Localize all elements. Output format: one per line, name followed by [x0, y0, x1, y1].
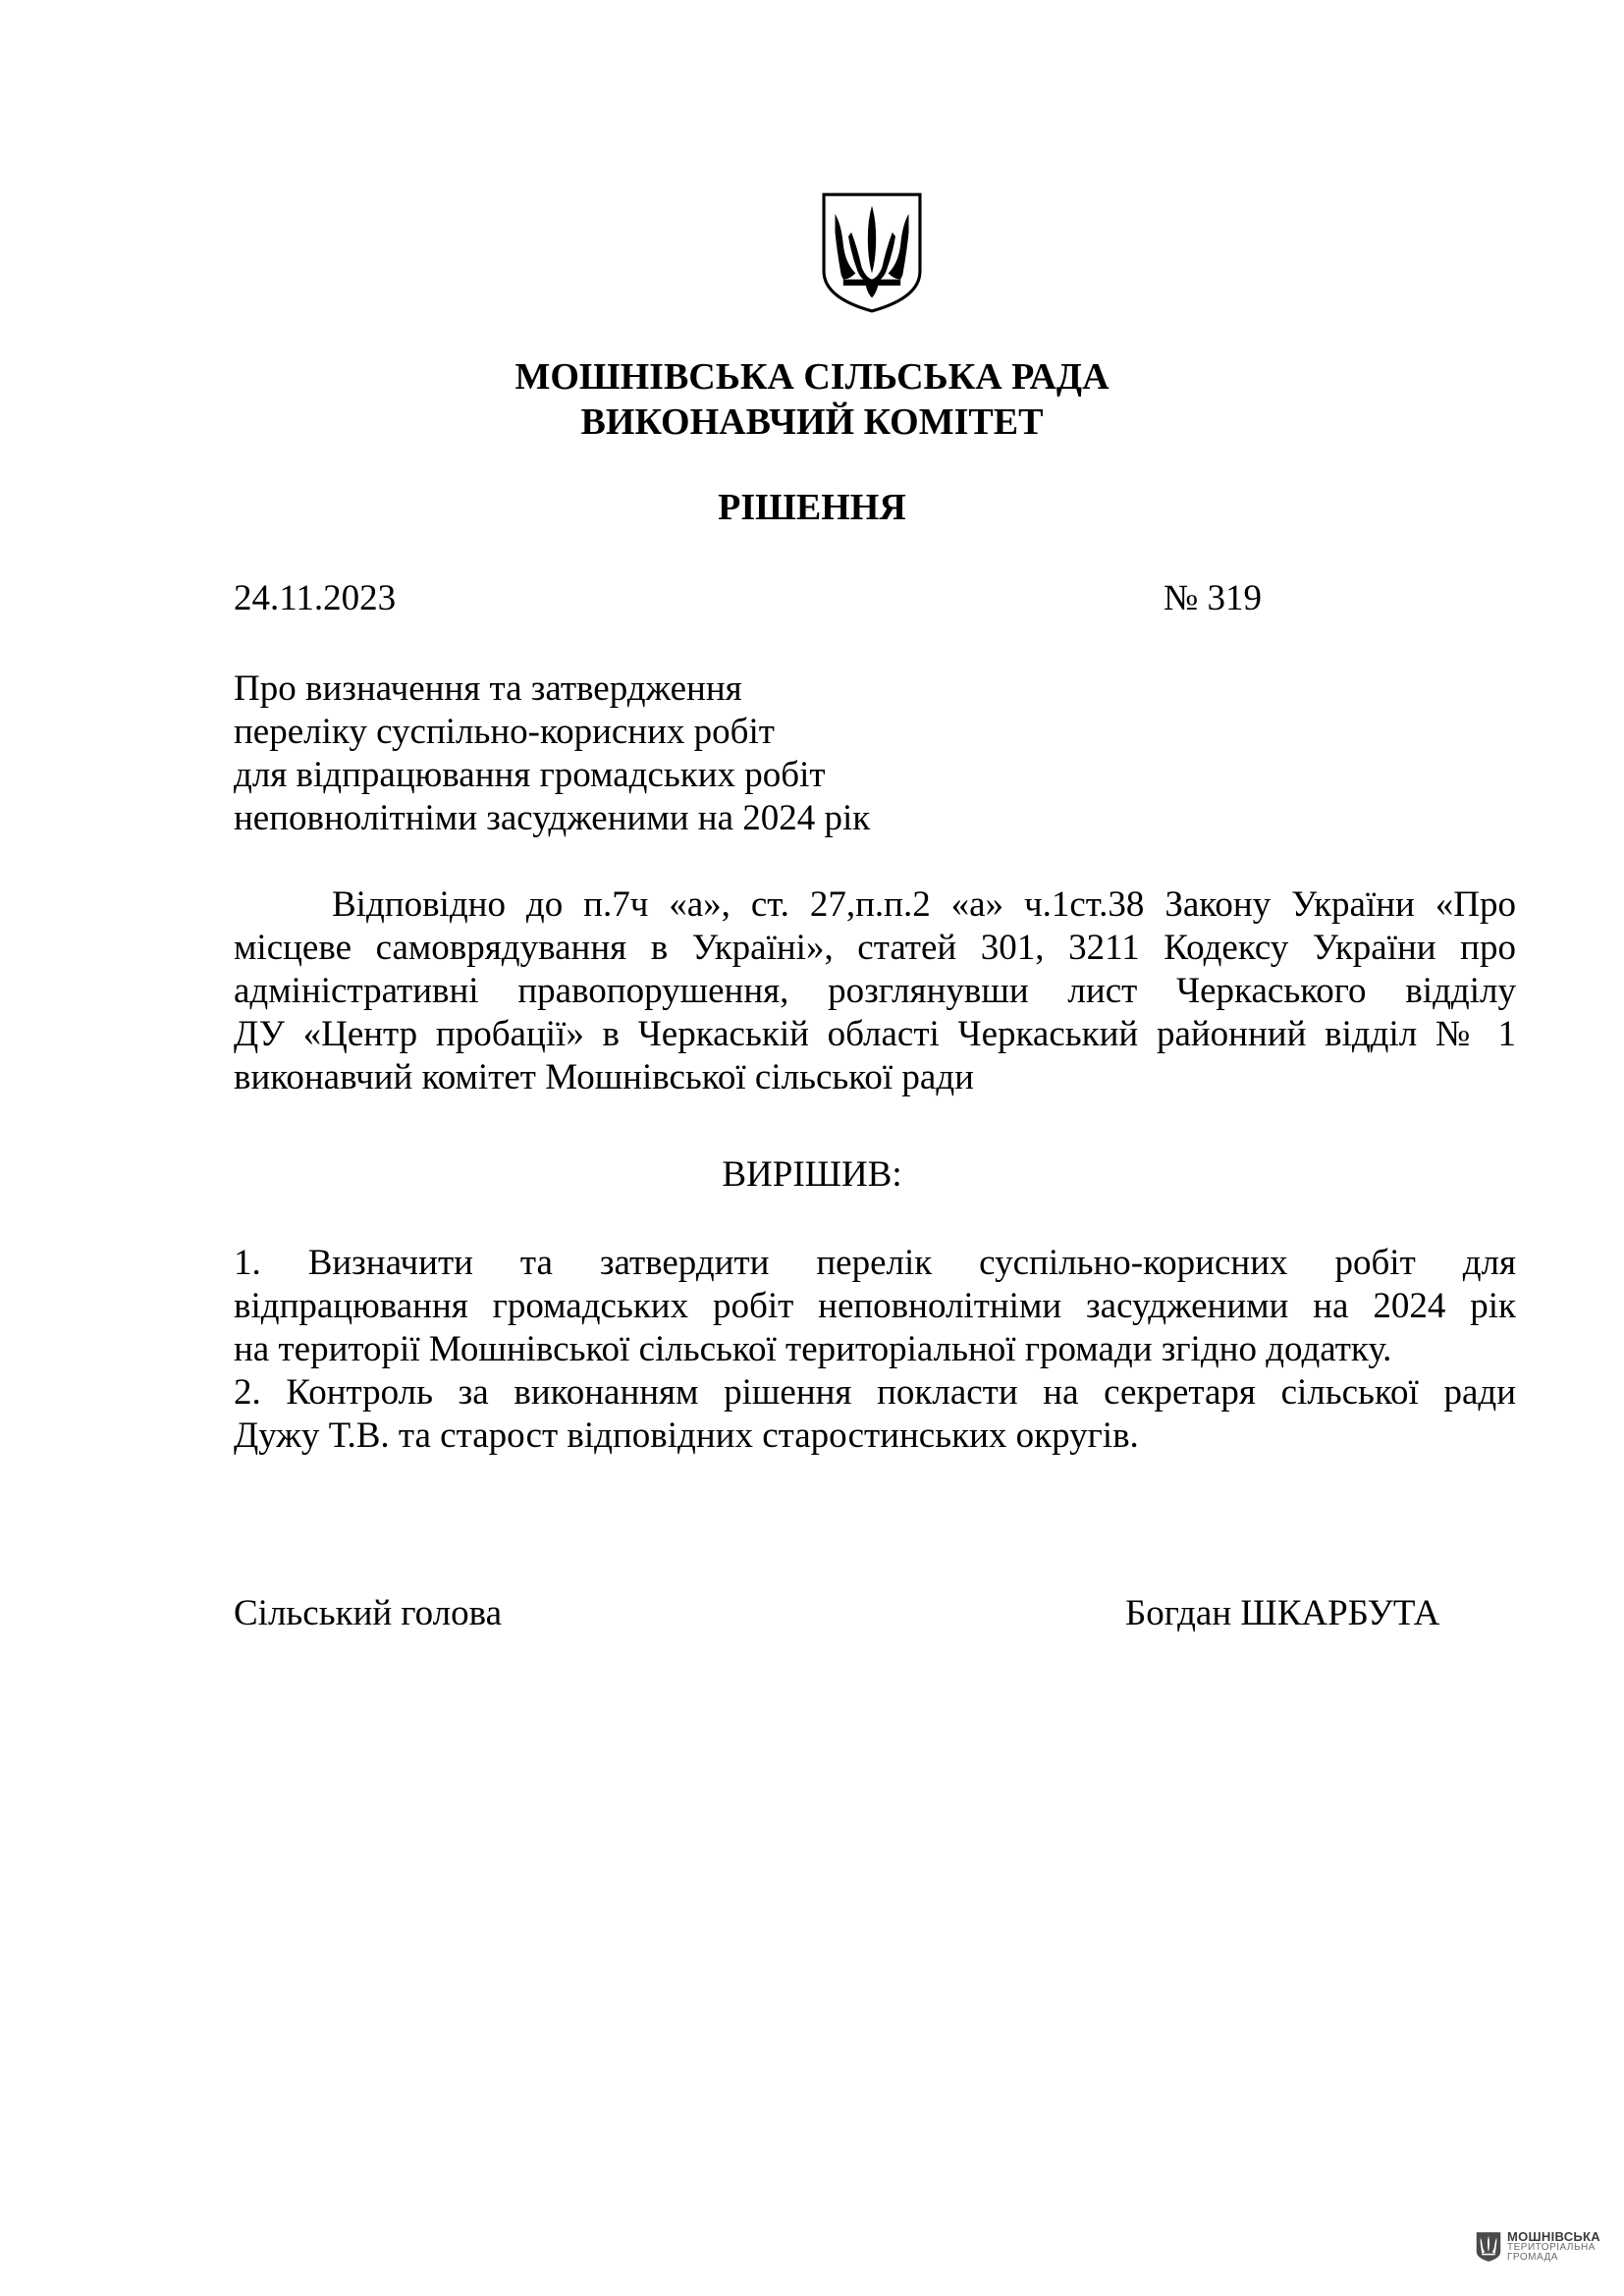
preamble-line: ДУ «Центр пробації» в Черкаській області Черкаський районний відділ № 1 — [234, 1014, 1516, 1054]
document-type: РІШЕННЯ — [718, 487, 906, 528]
community-logo — [1476, 2230, 1600, 2263]
decided-heading: ВИРІШИВ: — [722, 1154, 902, 1195]
preamble-line: місцеве самоврядування в Україні», статей 301, 3211 Кодексу України про — [234, 928, 1516, 968]
decision-date: 24.11.2023 — [234, 578, 397, 618]
decision-subject — [234, 667, 870, 840]
item-line: 2. Контроль за виконанням рішення покласти на секретаря сільської ради — [234, 1372, 1516, 1413]
decision-items — [234, 1242, 1516, 1458]
committee-name: ВИКОНАВЧИЙ КОМІТЕТ — [580, 401, 1044, 443]
trident-emblem-icon — [820, 191, 924, 314]
trident-logo-icon — [1476, 2231, 1501, 2263]
item-line: відпрацювання громадських робіт неповнолітніми засудженими на 2024 рік — [234, 1286, 1516, 1326]
community-logo-text — [1507, 2230, 1600, 2263]
subject-line: для відпрацювання громадських робіт — [234, 755, 826, 795]
signature-name: Богдан ШКАРБУТА — [1125, 1593, 1440, 1633]
council-name: МОШНІВСЬКА СІЛЬСЬКА РАДА — [514, 356, 1110, 398]
preamble-paragraph — [234, 883, 1516, 1099]
preamble-line: виконавчий комітет Мошнівської сільської ради — [234, 1057, 974, 1097]
item-line: Дужу Т.В. та старост відповідних старостинських округів. — [234, 1415, 1139, 1456]
preamble-line: адміністративні правопорушення, розглянувши лист Черкаського відділу — [234, 971, 1516, 1011]
subject-line: переліку суспільно-корисних робіт — [234, 712, 775, 752]
logo-line: ТЕРИТОРІАЛЬНА — [1507, 2242, 1596, 2253]
logo-line: МОШНІВСЬКА — [1507, 2229, 1600, 2244]
item-line: на території Мошнівської сільської територіальної громади згідно додатку. — [234, 1329, 1392, 1369]
preamble-line: Відповідно до п.7ч «а», ст. 27,п.п.2 «а» ч.1ст.38 Закону України «Про — [332, 884, 1516, 925]
subject-line: Про визначення та затвердження — [234, 668, 742, 709]
signature-title: Сільський голова — [234, 1593, 503, 1633]
logo-line: ГРОМАДА — [1507, 2252, 1558, 2263]
decision-number: № 319 — [1164, 578, 1263, 618]
item-line: 1. Визначити та затвердити перелік суспільно-корисних робіт для — [234, 1243, 1516, 1283]
subject-line: неповнолітніми засудженими на 2024 рік — [234, 798, 871, 838]
